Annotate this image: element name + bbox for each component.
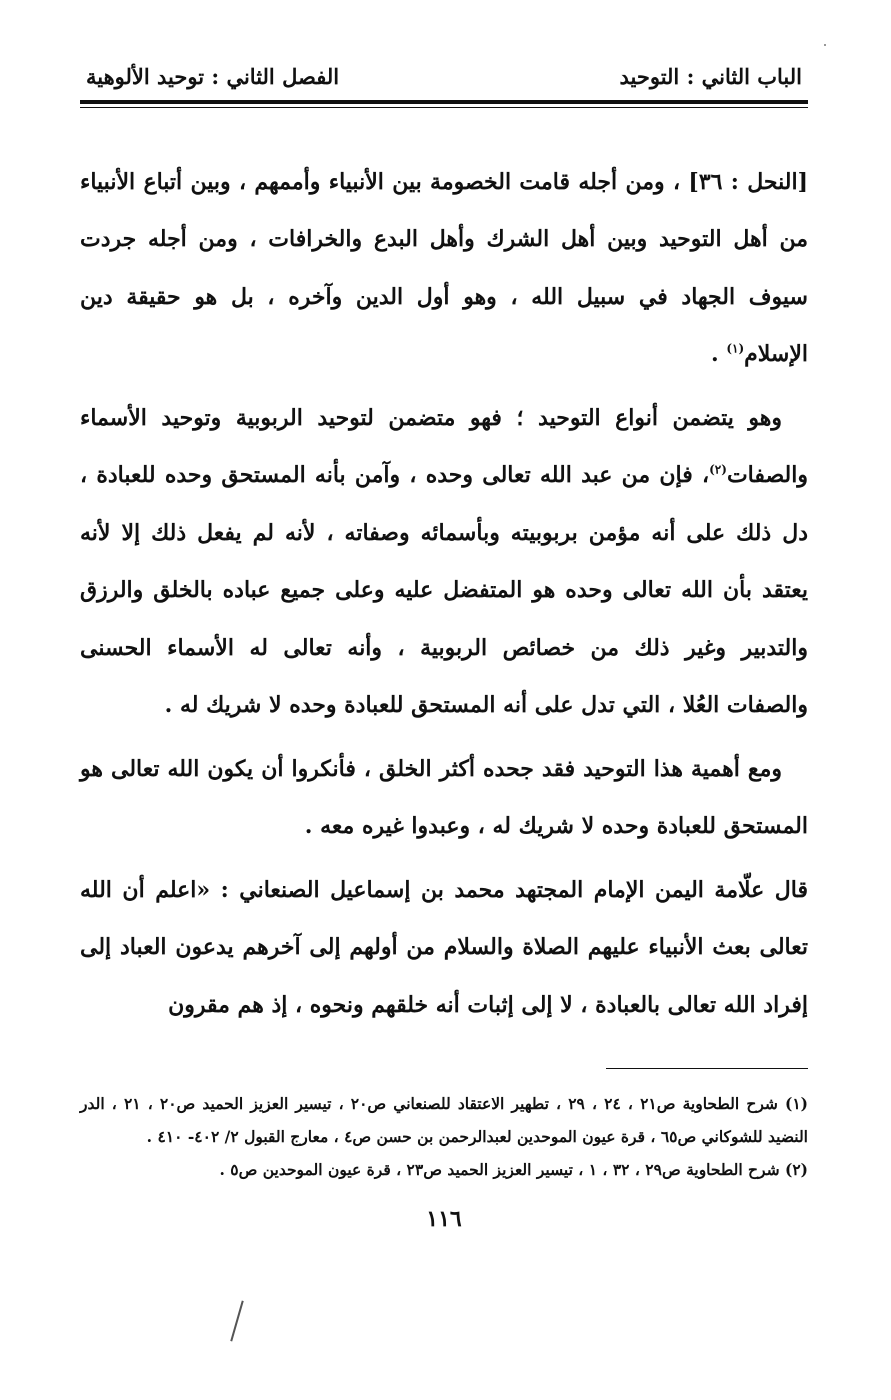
body-text — [80, 154, 808, 1035]
footnotes — [80, 1087, 808, 1186]
paragraph-1-end: . — [711, 341, 727, 368]
footnote-2: (٢) شرح الطحاوية ص٢٩ ، ٣٢ ، ١ ، تيسير العزيز الحميد ص٢٣ ، قرة عيون الموحدين ص٥ . — [219, 1160, 808, 1180]
header-rule-thin — [80, 107, 808, 108]
footnote-1: (١) شرح الطحاوية ص٢١ ، ٢٤ ، ٢٩ ، تطهير الاعتقاد للصنعاني ص٢٠ ، تيسير العزيز الحميد ص٢٠ ، ٢١ ، الدر النضيد للشوكاني ص٦٥ ، قرة عيون الموحدين لعبدالرحمن بن حسن ص٤ ، معارج القبول ٢/ ٤٠٢- ٤١٠ . — [80, 1094, 809, 1147]
header-section-title: الفصل الثاني : توحيد الألوهية — [86, 64, 340, 89]
paragraph-3: ومع أهمية هذا التوحيد فقد جحده أكثر الخلق ، فأنكروا أن يكون الله تعالى هو المستحق للعبادة وحده لا شريك له ، وعبدوا غيره معه . — [80, 755, 808, 840]
paragraph-4: قال علّامة اليمن الإمام المجتهد محمد بن إسماعيل الصنعاني : «اعلم أن الله تعالى بعث الأنبياء عليهم الصلاة والسلام من أولهم إلى آخرهم يدعون العباد إلى إفراد الله تعالى بالعبادة ، لا إلى إثبات أنه خلقهم ونحوه ، إذ هم مقرون — [80, 876, 808, 1018]
paragraph-2-text-b: ، فإن من عبد الله تعالى وحده ، وآمن بأنه المستحق وحده للعبادة ، دل ذلك على أنه مؤمن بربوبيته وبأسمائه وصفاته ، لأنه لم يفعل ذلك إلا لأنه يعتقد بأن الله تعالى وحده هو المتفضل عليه وعلى جميع عباده بالخلق والرزق والتدبير وغير ذلك من خصائص الربوبية ، وأنه تعالى له الأسماء الحسنى والصفات العُلا ، التي تدل على أنه المستحق للعبادة وحده لا شريك له . — [80, 462, 808, 719]
running-header — [80, 60, 808, 94]
pen-mark — [230, 1301, 243, 1342]
paragraph-1-text: [النحل : ٣٦] ، ومن أجله قامت الخصومة بين الأنبياء وأممهم ، وبين أتباع الأنبياء من أهل التوحيد وبين أهل الشرك وأهل البدع والخرافات ، ومن أجله جردت سيوف الجهاد في سبيل الله ، وهو أول الدين وآخره ، بل هو حقيقة دين الإسلام — [80, 168, 808, 368]
paragraph-2-text-a: وهو يتضمن أنواع التوحيد ؛ فهو متضمن لتوحيد الربوبية وتوحيد الأسماء والصفات — [80, 404, 808, 489]
footnote-ref-2: (٢) — [709, 462, 727, 477]
scan-speck — [824, 44, 826, 46]
document-page — [80, 60, 808, 1232]
header-rule-thick — [80, 100, 808, 104]
page-number: ١١٦ — [426, 1206, 462, 1233]
paragraph-2 — [80, 390, 808, 735]
footnote-separator — [606, 1068, 808, 1069]
paragraph-1 — [80, 154, 808, 384]
header-chapter-title: الباب الثاني : التوحيد — [619, 64, 802, 89]
footnote-ref-1: (١) — [726, 341, 745, 356]
